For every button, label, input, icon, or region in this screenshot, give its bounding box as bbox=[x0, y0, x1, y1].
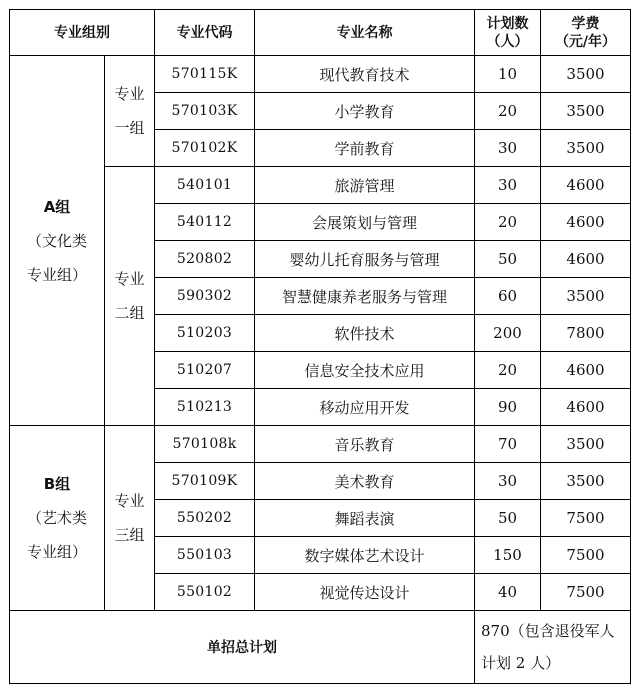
name-cell: 软件技术 bbox=[255, 315, 475, 352]
plan-cell: 20 bbox=[475, 93, 541, 130]
fee-cell: 7500 bbox=[541, 537, 631, 574]
code-cell: 510207 bbox=[155, 352, 255, 389]
total-value-line1: 870（包含退役军人 bbox=[481, 622, 615, 640]
name-cell: 婴幼儿托育服务与管理 bbox=[255, 241, 475, 278]
name-cell: 信息安全技术应用 bbox=[255, 352, 475, 389]
plan-cell: 10 bbox=[475, 56, 541, 93]
name-cell: 旅游管理 bbox=[255, 167, 475, 204]
plan-cell: 150 bbox=[475, 537, 541, 574]
subgroup-line1: 专业 bbox=[114, 270, 145, 288]
plan-cell: 200 bbox=[475, 315, 541, 352]
table-row bbox=[10, 426, 631, 463]
total-label: 单招总计划 bbox=[10, 611, 475, 684]
fee-cell: 4600 bbox=[541, 241, 631, 278]
group-cell bbox=[10, 426, 105, 611]
fee-cell: 4600 bbox=[541, 204, 631, 241]
subgroup-line2: 一组 bbox=[114, 119, 145, 137]
name-cell: 小学教育 bbox=[255, 93, 475, 130]
code-cell: 550103 bbox=[155, 537, 255, 574]
group-cell bbox=[10, 56, 105, 426]
fee-cell: 3500 bbox=[541, 93, 631, 130]
header-group: 专业组别 bbox=[10, 10, 155, 56]
code-cell: 510213 bbox=[155, 389, 255, 426]
header-code: 专业代码 bbox=[155, 10, 255, 56]
fee-cell: 7800 bbox=[541, 315, 631, 352]
name-cell: 舞蹈表演 bbox=[255, 500, 475, 537]
plan-cell: 40 bbox=[475, 574, 541, 611]
plan-cell: 50 bbox=[475, 241, 541, 278]
header-plan-line1: 计划数 bbox=[486, 15, 529, 32]
plan-cell: 30 bbox=[475, 167, 541, 204]
code-cell: 550202 bbox=[155, 500, 255, 537]
fee-cell: 3500 bbox=[541, 56, 631, 93]
subgroup-line1: 专业 bbox=[114, 492, 145, 510]
name-cell: 学前教育 bbox=[255, 130, 475, 167]
fee-cell: 3500 bbox=[541, 426, 631, 463]
total-value bbox=[475, 611, 631, 684]
plan-cell: 50 bbox=[475, 500, 541, 537]
code-cell: 540112 bbox=[155, 204, 255, 241]
name-cell: 音乐教育 bbox=[255, 426, 475, 463]
name-cell: 现代教育技术 bbox=[255, 56, 475, 93]
subgroup-line1: 专业 bbox=[114, 85, 145, 103]
code-cell: 570109K bbox=[155, 463, 255, 500]
header-row bbox=[10, 10, 631, 56]
group-desc-line1: （文化类 bbox=[26, 231, 87, 250]
fee-cell: 4600 bbox=[541, 389, 631, 426]
header-fee bbox=[541, 10, 631, 56]
total-row bbox=[10, 611, 631, 684]
group-label: B组 bbox=[43, 475, 71, 493]
subgroup-cell bbox=[105, 426, 155, 611]
subgroup-line2: 三组 bbox=[114, 526, 145, 544]
header-fee-line1: 学费 bbox=[571, 15, 600, 32]
plan-cell: 30 bbox=[475, 463, 541, 500]
plan-cell: 70 bbox=[475, 426, 541, 463]
subgroup-cell bbox=[105, 167, 155, 426]
group-desc-line2: 专业组） bbox=[26, 543, 87, 561]
name-cell: 移动应用开发 bbox=[255, 389, 475, 426]
code-cell: 550102 bbox=[155, 574, 255, 611]
fee-cell: 7500 bbox=[541, 574, 631, 611]
subgroup-cell bbox=[105, 56, 155, 167]
header-plan-line2: （人） bbox=[486, 33, 529, 50]
code-cell: 570103K bbox=[155, 93, 255, 130]
group-desc-line2: 专业组） bbox=[26, 265, 87, 284]
group-label: A组 bbox=[43, 197, 71, 216]
code-cell: 570115K bbox=[155, 56, 255, 93]
plan-cell: 20 bbox=[475, 204, 541, 241]
header-fee-line2: （元/年） bbox=[554, 33, 617, 50]
total-value-line2: 计划 2 人） bbox=[481, 654, 561, 672]
plan-cell: 60 bbox=[475, 278, 541, 315]
name-cell: 视觉传达设计 bbox=[255, 574, 475, 611]
code-cell: 510203 bbox=[155, 315, 255, 352]
plan-cell: 20 bbox=[475, 352, 541, 389]
table-row bbox=[10, 56, 631, 93]
fee-cell: 4600 bbox=[541, 352, 631, 389]
enrollment-plan-table bbox=[9, 9, 631, 684]
name-cell: 美术教育 bbox=[255, 463, 475, 500]
subgroup-line2: 二组 bbox=[114, 304, 145, 322]
code-cell: 570102K bbox=[155, 130, 255, 167]
name-cell: 数字媒体艺术设计 bbox=[255, 537, 475, 574]
code-cell: 570108k bbox=[155, 426, 255, 463]
header-name: 专业名称 bbox=[255, 10, 475, 56]
fee-cell: 3500 bbox=[541, 130, 631, 167]
group-desc-line1: （艺术类 bbox=[26, 509, 87, 527]
header-plan bbox=[475, 10, 541, 56]
fee-cell: 7500 bbox=[541, 500, 631, 537]
code-cell: 540101 bbox=[155, 167, 255, 204]
fee-cell: 4600 bbox=[541, 167, 631, 204]
name-cell: 会展策划与管理 bbox=[255, 204, 475, 241]
code-cell: 520802 bbox=[155, 241, 255, 278]
code-cell: 590302 bbox=[155, 278, 255, 315]
plan-cell: 30 bbox=[475, 130, 541, 167]
name-cell: 智慧健康养老服务与管理 bbox=[255, 278, 475, 315]
fee-cell: 3500 bbox=[541, 463, 631, 500]
plan-cell: 90 bbox=[475, 389, 541, 426]
fee-cell: 3500 bbox=[541, 278, 631, 315]
